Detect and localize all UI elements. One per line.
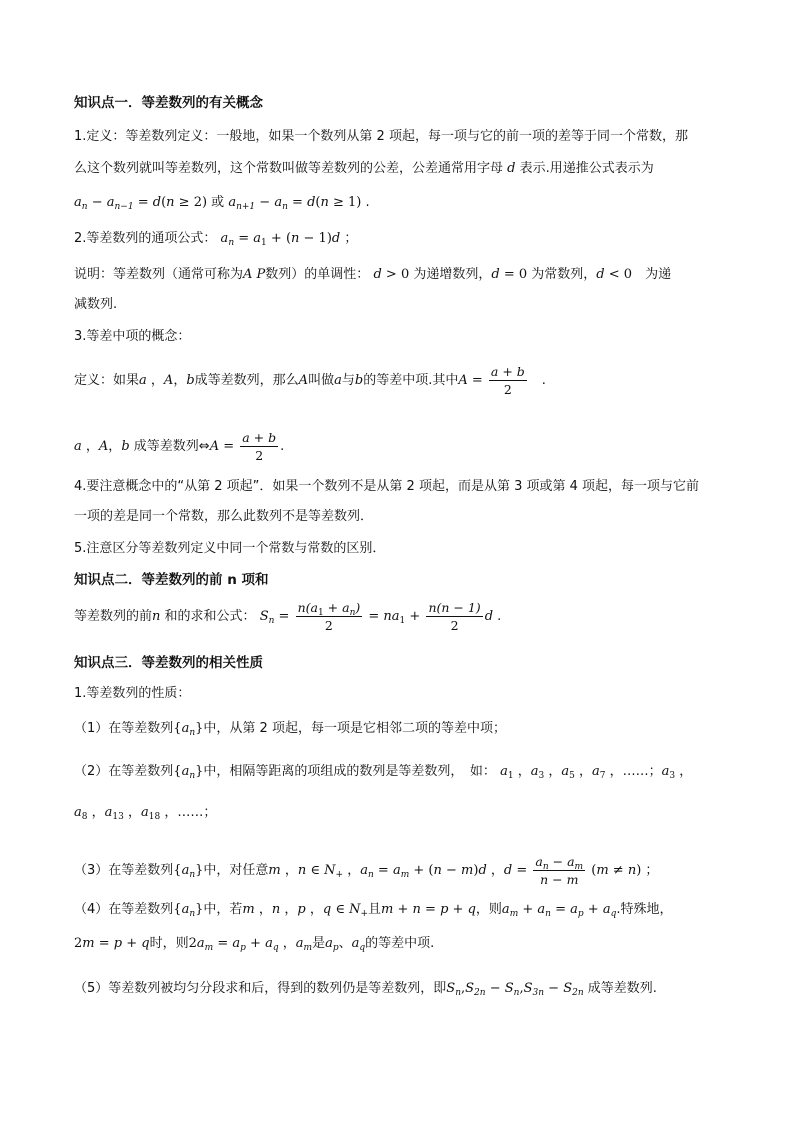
sum-formula: 等差数列的前n 和的求和公式： $S_n$ = $\frac{n(a_1 + a_n)}{2}$ = $na_1$ + $\frac{n(n - 1)}{2}$ d . [74,600,502,633]
properties-title: 1.等差数列的性质： [74,686,191,701]
monotonicity-note-line-1: 说明：等差数列（通常可称为A P数列）的单调性： d > 0 为递增数列，d = 0 为常数列，d < 0 为递 [74,267,672,282]
property-4-line-1: （4）在等差数列$\{a_n\}$中，若m ，n ，p ，q ∈ $N_+$且m + n = p + q，则$a_m + a_n = a_p + a_q$.特殊地， [74,902,673,919]
middle-term-title: 3.等差中项的概念： [74,329,191,344]
property-1: （1）在等差数列$\{a_n\}$中，从第 2 项起，每一项是它相邻二项的等差中项； [74,721,506,738]
monotonicity-note-line-2: 减数列. [74,297,118,312]
middle-term-definition: 定义：如果a ，A，b成等差数列，那么A叫做a与b的等差中项.其中A = $\frac{a + b}{2}$ . [74,364,546,397]
recurrence-formula: $a_n - a_{n-1} = d(n \ge 2)$ 或 $a_{n+1} - a_n = d(n \ge 1)$ . [74,195,370,212]
definition-line-1: 1.定义：等差数列定义：一般地，如果一个数列从第 2 项起，每一项与它的前一项的差等于同一个常数，那 [74,129,688,144]
general-term-formula: 2.等差数列的通项公式： $a_n = a_1 + (n - 1)d$ ； [74,231,358,248]
fraction-common-difference: $\frac{a_n - a_m}{n - m}$ [535,854,584,887]
definition-line-2: 么这个数列就叫等差数列，这个常数叫做等差数列的公差，公差通常用字母 d 表示.用递推公式表示为 [74,161,654,176]
fraction-sum-1: $\frac{n(a_1 + a_n)}{2}$ [297,600,361,633]
note-4-line-1: 4.要注意概念中的“从第 2 项起”．如果一个数列不是从第 2 项起，而是从第 3 项或第 4 项起，每一项与它前 [74,479,700,494]
section-1-title: 知识点一．等差数列的有关概念 [74,95,263,111]
fraction-a-plus-b-over-2: $\frac{a + b}{2}$ [490,364,525,397]
property-2-line-2: $a_8$ ，$a_{13}$ ，$a_{18}$ ，……； [74,805,217,822]
section-2-title: 知识点二．等差数列的前 n 项和 [74,572,269,588]
fraction-sum-2: $\frac{n(n - 1)}{2}$ [428,600,481,633]
note-5: 5.注意区分等差数列定义中同一个常数与常数的区别． [74,541,386,556]
property-2-line-1: （2）在等差数列$\{a_n\}$中，相隔等距离的项组成的数列是等差数列， 如： $a_1$ ，$a_3$ ，$a_5$ ，$a_7$ ，……；$a_3$ ， [74,764,693,781]
property-5: （5）等差数列被均匀分段求和后，得到的数列仍是等差数列，即$S_n,S_{2n} - S_n,S_{3n} - S_{2n}$ 成等差数列. [74,981,657,998]
middle-term-equivalence: a ，A，b 成等差数列⇔A = $\frac{a + b}{2}$ . [74,430,285,463]
symbol-d: d [507,161,516,176]
section-3-title: 知识点三．等差数列的相关性质 [74,655,263,671]
property-3: （3）在等差数列$\{a_n\}$中，对任意m ，n ∈ $N_+$ ，$a_n = a_m + (n - m)d$ ，d = $\frac{a_n - a_m}{n - m}$ (m ≠ n) ； [74,854,659,887]
note-4-line-2: 一项的差是同一个常数，那么此数列不是等差数列． [74,509,374,524]
property-4-line-2: 2m = p + q时，则$2a_m = a_p + a_q$ ，$a_m$是$a_p$、$a_q$的等差中项. [74,936,435,953]
fraction-a-plus-b-over-2-b: $\frac{a + b}{2}$ [242,430,277,463]
